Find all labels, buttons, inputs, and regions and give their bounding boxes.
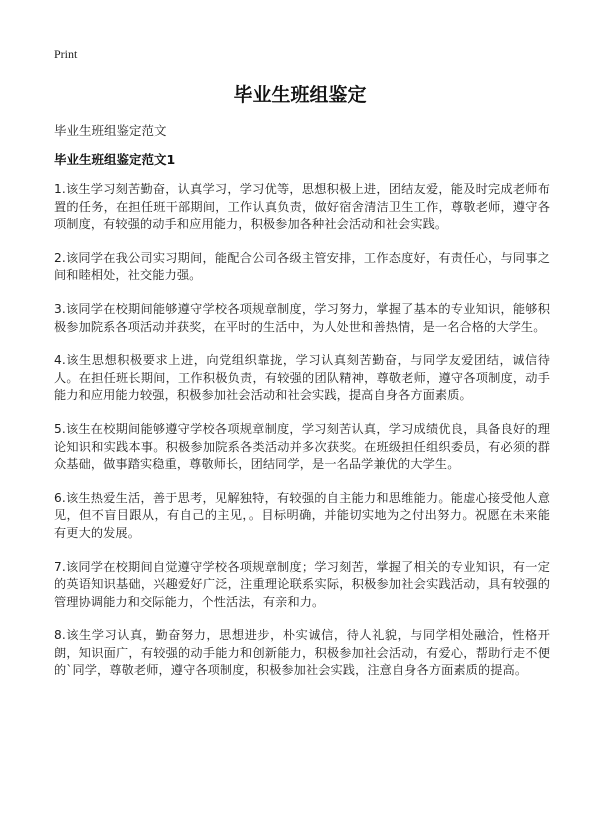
appraisal-item-8: 8.该生学习认真，勤奋努力，思想进步，朴实诚信，待人礼貌，与同学相处融洽，性格开朗，知识面广，有较强的动手能力和创新能力，积极参加社会活动，有爱心，帮助行走不便的`同学，尊敬老师，遵守各项制度，积极参加社会实践，注意自身各方面素质的提高。 — [54, 628, 550, 678]
appraisal-item-5: 5.该生在校期间能够遵守学校各项规章制度，学习刻苦认真，学习成绩优良，具备良好的理论知识和实践本事。积极参加院系各类活动并多次获奖。在班级担任组织委员，有必须的群众基础，做事踏实稳重，尊敬师长，团结同学，是一名品学兼优的大学生。 — [54, 421, 550, 472]
appraisal-item-4: 4.该生思想积极要求上进，向党组织靠拢，学习认真刻苦勤奋，与同学友爱团结，诚信待人。在担任班长期间，工作积极负责，有较强的团队精神，尊敬老师，遵守各项制度，动手能力和应用能力较强，积极参加社会活动和社会实践，提高自身各方面素质。 — [54, 353, 550, 403]
appraisal-item-6: 6.该生热爱生活，善于思考，见解独特，有较强的自主能力和思维能力。能虚心接受他人意见，但不盲目跟从，有自己的主见，。目标明确，并能切实地为之付出努力。祝愿在未来能有更大的发展。 — [54, 490, 550, 540]
document-subtitle: 毕业生班组鉴定范文 — [54, 123, 167, 138]
section-heading: 毕业生班组鉴定范文1 — [54, 152, 176, 167]
appraisal-item-2: 2.该同学在我公司实习期间，能配合公司各级主管安排，工作态度好，有责任心，与同事之间和睦相处，社交能力强。 — [54, 250, 550, 283]
appraisal-list — [54, 181, 550, 696]
page-title: 毕业生班组鉴定 — [233, 84, 367, 106]
appraisal-item-1: 1.该生学习刻苦勤奋，认真学习，学习优等，思想积极上进，团结友爱，能及时完成老师布置的任务，在担任班干部期间，工作认真负责，做好宿舍清洁卫生工作，尊敬老师，遵守各项制度，有较强的动手和应用能力，积极参加各种社会活动和社会实践。 — [54, 182, 550, 232]
appraisal-item-7: 7.该同学在校期间自觉遵守学校各项规章制度；学习刻苦，掌握了相关的专业知识，有一定的英语知识基础，兴趣爱好广泛，注重理论联系实际，积极参加社会实践活动，具有较强的管理协调能力和交际能力，个性活法，有亲和力。 — [54, 559, 550, 609]
print-link[interactable]: Print — [54, 47, 78, 61]
appraisal-item-3: 3.该同学在校期间能够遵守学校各项规章制度，学习努力，掌握了基本的专业知识，能够积极参加院系各项活动并获奖，在平时的生活中，为人处世和善热情，是一名合格的大学生。 — [54, 301, 550, 334]
